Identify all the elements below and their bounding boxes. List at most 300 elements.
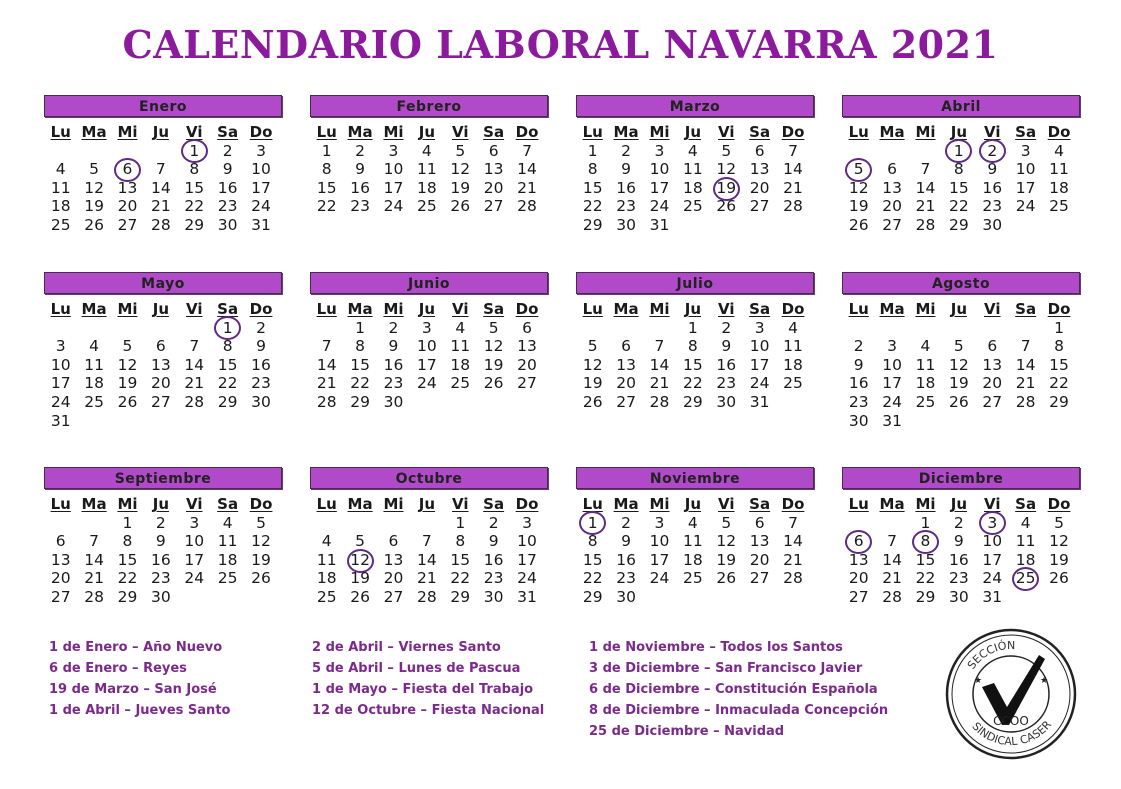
week-row: [842, 319, 1080, 338]
day-cell: 6: [754, 141, 765, 160]
day-cell: 7: [788, 513, 798, 532]
day-cell: 14: [783, 160, 803, 179]
day-cell: 6: [754, 513, 765, 532]
day-cell: 10: [1015, 160, 1036, 179]
day-cell: 13: [483, 160, 504, 179]
holiday-column-1: [49, 637, 230, 721]
month-enero: [44, 95, 282, 235]
star-icon: ★: [1040, 676, 1049, 686]
day-cell: 26: [84, 215, 104, 234]
day-cell: 17: [649, 550, 670, 569]
day-cell: 20: [151, 374, 171, 393]
month-junio: [310, 272, 548, 412]
month-header: Octubre: [310, 467, 548, 489]
day-cell: 16: [483, 550, 504, 569]
day-cell: 5: [122, 337, 133, 356]
weekday-label: Vi: [984, 300, 1001, 318]
day-cell: 10: [517, 532, 537, 551]
day-cell: 29: [582, 215, 603, 234]
weekday-label: Mi: [383, 495, 404, 513]
day-cell: 20: [616, 374, 636, 393]
day-cell: 8: [122, 532, 133, 551]
day-cell: 10: [184, 532, 205, 551]
holiday-day: 1: [576, 514, 609, 533]
day-cell: 4: [222, 513, 233, 532]
day-cell: 2: [721, 318, 732, 337]
day-cell: 5: [721, 141, 732, 160]
month-header: Enero: [44, 95, 282, 117]
day-cell: 17: [517, 550, 537, 569]
day-cell: [144, 319, 177, 338]
day-cell: 23: [616, 569, 636, 588]
day-cell: [1009, 588, 1042, 607]
day-cell: 12: [716, 532, 737, 551]
day-cell: 27: [982, 392, 1003, 411]
day-cell: 3: [522, 513, 532, 532]
day-cell: [44, 514, 77, 533]
weekday-label: Vi: [718, 300, 735, 318]
day-cell: 25: [783, 374, 803, 393]
day-cell: 5: [89, 160, 100, 179]
day-cell: [643, 588, 676, 607]
day-cell: 9: [721, 337, 732, 356]
day-cell: 11: [84, 355, 104, 374]
weekday-label: Ma: [347, 300, 373, 318]
week-row: [44, 393, 282, 412]
month-days: [576, 300, 814, 412]
holiday-item: 6 de Enero – Reyes: [49, 661, 187, 676]
weekday-label: Sa: [749, 495, 771, 513]
day-cell: 18: [417, 178, 437, 197]
month-header: Noviembre: [576, 467, 814, 489]
day-cell: 6: [987, 337, 998, 356]
day-cell: 30: [483, 587, 504, 606]
day-cell: 1: [1054, 318, 1064, 337]
day-cell: 12: [949, 355, 969, 374]
day-cell: 16: [848, 374, 869, 393]
week-row: [842, 412, 1080, 431]
stamp-top-text: SECCIÓN: [964, 638, 1016, 672]
day-cell: 27: [517, 374, 537, 393]
day-cell: 4: [687, 141, 698, 160]
weekday-label: Do: [1047, 300, 1071, 318]
weekday-label: Sa: [1015, 123, 1037, 141]
weekday-label: Do: [781, 495, 805, 513]
day-cell: 15: [316, 178, 337, 197]
day-cell: 13: [50, 550, 71, 569]
day-cell: [1009, 412, 1042, 431]
holiday-day: 1: [178, 142, 211, 161]
day-cell: 10: [649, 532, 670, 551]
day-cell: [676, 588, 709, 607]
day-cell: 3: [654, 141, 665, 160]
day-cell: 4: [788, 318, 798, 337]
holiday-column-3: [589, 637, 888, 742]
day-cell: 24: [251, 197, 271, 216]
day-cell: [477, 393, 510, 412]
day-cell: 28: [151, 215, 171, 234]
holiday-day: 8: [909, 532, 942, 551]
holiday-day: 2: [976, 142, 1009, 161]
day-cell: 7: [1020, 337, 1031, 356]
week-row: [576, 197, 814, 216]
weekday-label: Sa: [217, 123, 239, 141]
month-days: [842, 123, 1080, 235]
day-cell: [410, 393, 443, 412]
week-row: [44, 356, 282, 375]
day-cell: 21: [417, 569, 437, 588]
day-cell: 22: [1049, 374, 1069, 393]
day-cell: 23: [483, 569, 504, 588]
week-row: [44, 374, 282, 393]
day-cell: 26: [716, 569, 737, 588]
day-cell: 9: [853, 355, 864, 374]
day-cell: 20: [483, 178, 504, 197]
weekday-header-row: [310, 123, 548, 142]
week-row: [842, 551, 1080, 570]
month-days: [310, 123, 548, 216]
day-cell: 4: [55, 160, 66, 179]
weekday-label: Ma: [347, 123, 373, 141]
day-cell: [976, 412, 1009, 431]
holiday-day: 6: [111, 160, 144, 179]
week-row: [576, 514, 814, 533]
day-cell: [976, 319, 1009, 338]
day-cell: 11: [316, 550, 337, 569]
day-cell: 19: [117, 374, 138, 393]
week-row: [44, 337, 282, 356]
holiday-item: 3 de Diciembre – San Francisco Javier: [589, 661, 863, 676]
day-cell: [909, 319, 942, 338]
day-cell: 9: [987, 160, 998, 179]
week-row: [842, 160, 1080, 179]
day-cell: [875, 142, 908, 161]
day-cell: [178, 412, 211, 431]
week-row: [310, 319, 548, 338]
day-cell: 3: [388, 141, 399, 160]
day-cell: 8: [1054, 337, 1064, 356]
month-days: [44, 300, 282, 430]
day-cell: 5: [1054, 513, 1064, 532]
weekday-label: Lu: [50, 123, 71, 141]
day-cell: 2: [222, 141, 233, 160]
day-cell: 19: [450, 178, 471, 197]
weekday-label: Mi: [117, 300, 138, 318]
day-cell: 5: [488, 318, 499, 337]
month-days: [842, 300, 1080, 430]
day-cell: 31: [749, 392, 770, 411]
weekday-label: Do: [781, 123, 805, 141]
day-cell: 30: [151, 587, 171, 606]
day-cell: 18: [683, 550, 703, 569]
day-cell: 28: [1015, 392, 1036, 411]
weekday-label: Ma: [613, 300, 639, 318]
weekday-label: Mi: [649, 300, 670, 318]
day-cell: 28: [84, 587, 104, 606]
day-cell: 18: [783, 355, 803, 374]
week-row: [44, 160, 282, 179]
day-cell: [875, 514, 908, 533]
day-cell: 24: [184, 569, 205, 588]
day-cell: 14: [316, 355, 337, 374]
day-cell: [1042, 412, 1075, 431]
day-cell: 19: [84, 197, 104, 216]
day-cell: 3: [887, 337, 898, 356]
weekday-label: Mi: [649, 495, 670, 513]
day-cell: 17: [50, 374, 71, 393]
day-cell: 12: [251, 532, 271, 551]
day-cell: [743, 588, 776, 607]
weekday-label: Sa: [217, 495, 239, 513]
day-cell: 7: [920, 160, 931, 179]
week-row: [576, 569, 814, 588]
day-cell: 15: [915, 550, 936, 569]
day-cell: 3: [256, 141, 266, 160]
day-cell: 6: [155, 337, 166, 356]
day-cell: 22: [683, 374, 703, 393]
day-cell: 8: [222, 337, 233, 356]
day-cell: 1: [355, 318, 366, 337]
weekday-label: Ju: [418, 300, 435, 318]
weekday-header-row: [44, 495, 282, 514]
day-cell: 28: [649, 392, 670, 411]
day-cell: 20: [982, 374, 1003, 393]
weekday-label: Do: [515, 123, 539, 141]
month-days: [576, 495, 814, 607]
day-cell: [211, 412, 244, 431]
day-cell: 8: [189, 160, 200, 179]
holiday-day: 12: [343, 551, 376, 570]
day-cell: 7: [189, 337, 200, 356]
weekday-label: Vi: [718, 495, 735, 513]
day-cell: 25: [316, 587, 337, 606]
day-cell: [576, 319, 609, 338]
day-cell: 25: [1049, 197, 1069, 216]
day-cell: 12: [117, 355, 138, 374]
day-cell: 26: [483, 374, 504, 393]
week-row: [842, 514, 1080, 533]
holiday-item: 2 de Abril – Viernes Santo: [312, 640, 501, 655]
day-cell: [942, 412, 975, 431]
day-cell: 2: [488, 513, 499, 532]
week-row: [842, 197, 1080, 216]
day-cell: 25: [217, 569, 238, 588]
day-cell: 18: [915, 374, 936, 393]
week-row: [44, 532, 282, 551]
day-cell: [909, 142, 942, 161]
day-cell: [111, 412, 144, 431]
day-cell: 20: [117, 197, 138, 216]
day-cell: [144, 142, 177, 161]
weekday-label: Mi: [915, 300, 936, 318]
day-cell: 3: [421, 318, 432, 337]
weekday-label: Sa: [749, 123, 771, 141]
holiday-day: 6: [842, 532, 875, 551]
day-cell: 28: [783, 569, 803, 588]
month-octubre: [310, 467, 548, 607]
day-cell: 12: [483, 337, 504, 356]
week-row: [576, 532, 814, 551]
day-cell: 29: [117, 587, 138, 606]
week-row: [576, 356, 814, 375]
holiday-day: 25: [1009, 569, 1042, 588]
weekday-label: Lu: [316, 300, 337, 318]
holiday-item: 19 de Marzo – San José: [49, 682, 217, 697]
day-cell: 27: [383, 587, 404, 606]
day-cell: 5: [953, 337, 964, 356]
week-row: [310, 569, 548, 588]
day-cell: 19: [483, 355, 504, 374]
day-cell: 30: [383, 392, 404, 411]
month-abril: [842, 95, 1080, 235]
day-cell: 12: [716, 160, 737, 179]
day-cell: 2: [853, 337, 864, 356]
day-cell: 14: [1015, 355, 1036, 374]
day-cell: 7: [788, 141, 798, 160]
day-cell: 26: [716, 197, 737, 216]
week-row: [842, 393, 1080, 412]
day-cell: 25: [683, 569, 703, 588]
day-cell: 3: [55, 337, 66, 356]
day-cell: 16: [151, 550, 171, 569]
day-cell: 7: [522, 141, 532, 160]
day-cell: 3: [1020, 141, 1031, 160]
day-cell: 31: [251, 215, 271, 234]
day-cell: 22: [184, 197, 205, 216]
day-cell: 24: [417, 374, 437, 393]
day-cell: 30: [982, 215, 1003, 234]
day-cell: 10: [383, 160, 404, 179]
week-row: [842, 588, 1080, 607]
day-cell: 18: [217, 550, 238, 569]
day-cell: 2: [621, 513, 632, 532]
day-cell: 14: [84, 550, 104, 569]
weekday-label: Mi: [117, 123, 138, 141]
day-cell: 2: [621, 141, 632, 160]
day-cell: 14: [882, 550, 902, 569]
weekday-label: Mi: [383, 300, 404, 318]
day-cell: [244, 412, 277, 431]
holiday-item: 1 de Noviembre – Todos los Santos: [589, 640, 843, 655]
day-cell: [510, 393, 543, 412]
weekday-header-row: [576, 300, 814, 319]
week-row: [310, 356, 548, 375]
weekday-label: Vi: [186, 495, 203, 513]
weekday-header-row: [310, 495, 548, 514]
day-cell: 21: [316, 374, 337, 393]
day-cell: 21: [783, 178, 803, 197]
day-cell: [776, 216, 809, 235]
day-cell: 5: [256, 513, 266, 532]
weekday-header-row: [310, 300, 548, 319]
weekday-label: Ju: [418, 495, 435, 513]
day-cell: 22: [915, 569, 936, 588]
day-cell: 26: [1049, 569, 1069, 588]
day-cell: 27: [50, 587, 71, 606]
week-row: [310, 374, 548, 393]
month-days: [44, 495, 282, 607]
day-cell: 29: [582, 587, 603, 606]
weekday-label: Sa: [483, 300, 505, 318]
day-cell: 30: [616, 587, 636, 606]
stamp-bottom-text: SINDICAL CASER: [969, 718, 1055, 749]
day-cell: 26: [350, 587, 370, 606]
day-cell: 10: [251, 160, 271, 179]
week-row: [310, 142, 548, 161]
day-cell: 13: [749, 532, 770, 551]
day-cell: 15: [217, 355, 238, 374]
weekday-header-row: [842, 300, 1080, 319]
weekday-label: Ma: [613, 495, 639, 513]
day-cell: 11: [217, 532, 238, 551]
day-cell: [377, 514, 410, 533]
day-cell: 23: [251, 374, 271, 393]
day-cell: 11: [915, 355, 936, 374]
day-cell: 13: [151, 355, 171, 374]
day-cell: 30: [949, 587, 969, 606]
day-cell: 15: [117, 550, 138, 569]
day-cell: 10: [982, 532, 1003, 551]
week-row: [842, 569, 1080, 588]
day-cell: 4: [321, 532, 332, 551]
day-cell: 13: [517, 337, 537, 356]
holiday-item: 5 de Abril – Lunes de Pascua: [312, 661, 521, 676]
day-cell: 14: [517, 160, 537, 179]
day-cell: 16: [949, 550, 969, 569]
week-row: [310, 393, 548, 412]
weekday-label: Ma: [347, 495, 373, 513]
weekday-label: Lu: [316, 123, 337, 141]
month-febrero: [310, 95, 548, 216]
month-header: Diciembre: [842, 467, 1080, 489]
day-cell: 27: [151, 392, 171, 411]
weekday-label: Lu: [50, 300, 71, 318]
weekday-label: Sa: [217, 300, 239, 318]
day-cell: 23: [217, 197, 238, 216]
day-cell: 11: [783, 337, 803, 356]
week-row: [576, 319, 814, 338]
day-cell: 11: [50, 178, 71, 197]
day-cell: 17: [251, 178, 271, 197]
weekday-label: Lu: [582, 123, 603, 141]
day-cell: 23: [350, 197, 370, 216]
weekday-label: Do: [515, 300, 539, 318]
day-cell: 16: [716, 355, 737, 374]
day-cell: 31: [982, 587, 1003, 606]
day-cell: 21: [517, 178, 537, 197]
day-cell: 8: [587, 160, 598, 179]
day-cell: 8: [953, 160, 964, 179]
day-cell: 7: [89, 532, 100, 551]
day-cell: [875, 319, 908, 338]
week-row: [310, 532, 548, 551]
day-cell: 18: [1015, 550, 1036, 569]
day-cell: 3: [654, 513, 665, 532]
week-row: [842, 356, 1080, 375]
week-row: [44, 412, 282, 431]
weekday-label: Ju: [418, 123, 435, 141]
day-cell: 16: [251, 355, 271, 374]
weekday-label: Ma: [879, 123, 905, 141]
day-cell: 30: [848, 411, 869, 430]
day-cell: [444, 393, 477, 412]
day-cell: 3: [189, 513, 200, 532]
weekday-header-row: [842, 495, 1080, 514]
day-cell: 9: [953, 532, 964, 551]
day-cell: 11: [450, 337, 471, 356]
day-cell: 22: [350, 374, 370, 393]
day-cell: 23: [982, 197, 1003, 216]
